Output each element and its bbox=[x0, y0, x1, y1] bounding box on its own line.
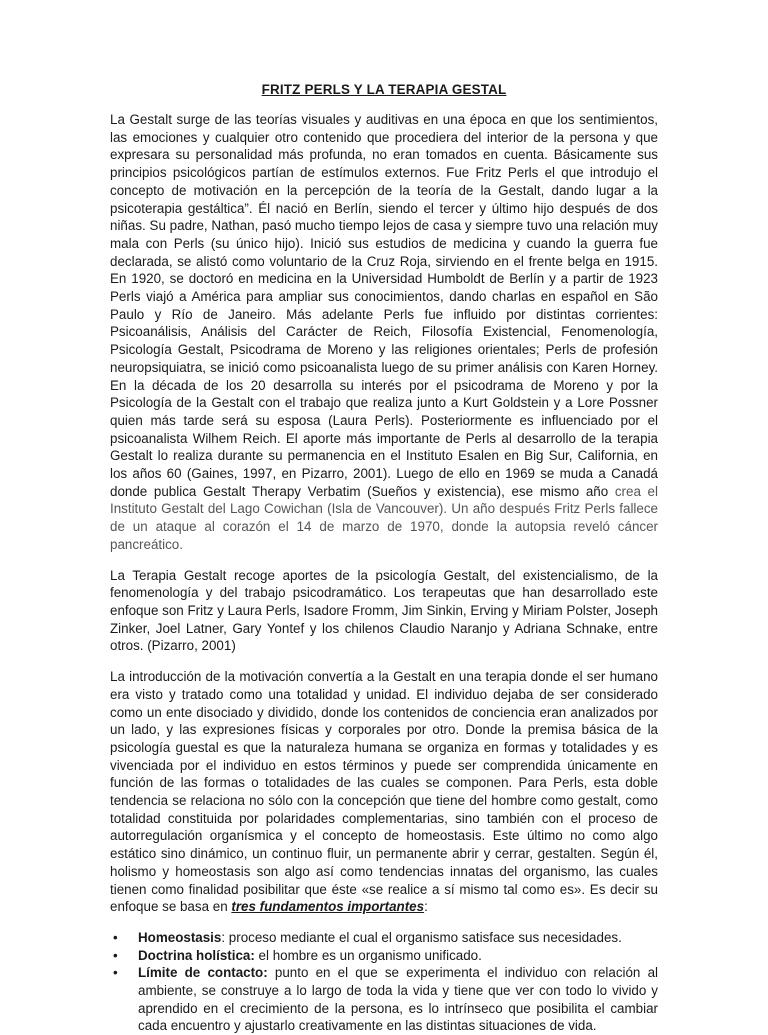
paragraph-biography-gray-text: crea el Instituto Gestalt del Lago Cowichan (Isla de Vancouver). Un año después Fritz Perls fallece de un ataque al corazón el 14 de marzo de 1970, donde la autopsia reveló cáncer pancreático. bbox=[110, 483, 658, 552]
bullet-marker: • bbox=[113, 929, 118, 945]
paragraph-motivation bbox=[110, 668, 658, 916]
paragraph-motivation-text: La introducción de la motivación convertía a la Gestalt en una terapia donde el ser humano era visto y tratado como una totalidad y unidad. El individuo dejaba de ser considerado como un ente disociado y dividido, donde los contenidos de conciencia eran analizados por un lado, y las expresiones físicas y corporales por otro. Donde la premisa básica de la psicología guestal es que la naturaleza humana se organiza en formas y totalidades y es vivenciada por el individuo en estos términos y puede ser comprendida únicamente en función de las formas o totalidades de las cuales se componen. Para Perls, esta doble tendencia se relaciona no sólo con la concepción que tiene del hombre como gestalt, como totalidad constituida por polaridades complementarias, sino también con el proceso de autorregulación organísmica y el concepto de homeostasis. Este último no como algo estático sino dinámico, un continuo fluir, un permanente abrir y cerrar, gestalten. Según él, holismo y homeostasis son algo así como tendencias innatas del organismo, las cuales tienen como finalidad posibilitar que éste «se realice a sí mismo tal como es». Es decir su enfoque se basa en bbox=[110, 669, 658, 915]
list-item-text: punto en el que se experimenta el individuo con relación al ambiente, se construye a lo largo de toda la vida y tiene que ver con todo lo vivido y aprendido en el crecimiento de la persona, es lo intrínseco que posibilita el cambiar cada encuentro y ajustarlo creativamente en las distintas situaciones de vida. bbox=[138, 965, 658, 1034]
list-item bbox=[110, 947, 658, 965]
bullet-marker: • bbox=[113, 947, 118, 963]
list-item-term: Doctrina holística: bbox=[138, 947, 255, 963]
list-item-term: Homeostasis bbox=[138, 929, 222, 945]
emphasis-fundamentos: tres fundamentos importantes bbox=[231, 899, 425, 915]
list-item-term: Límite de contacto: bbox=[138, 965, 268, 981]
document-title: FRITZ PERLS Y LA TERAPIA GESTAL bbox=[261, 82, 507, 97]
list-item-text: el hombre es un organismo unificado. bbox=[254, 947, 482, 963]
list-item-text: : proceso mediante el cual el organismo satisface sus necesidades. bbox=[221, 929, 622, 945]
list-item bbox=[110, 964, 658, 1035]
paragraph-biography bbox=[110, 111, 658, 554]
list-item bbox=[110, 929, 658, 947]
paragraph-influences: La Terapia Gestalt recoge aportes de la psicología Gestalt, del existencialismo, de la fenomenología y del trabajo psicodramático. Los terapeutas que han desarrollado este enfoque son Fritz y Laura Perls, Isadore Fromm, Jim Sinkin, Erving y Miriam Polster, Joseph Zinker, Joel Latner, Gary Yontef y los chilenos Claudio Naranjo y Adriana Schnake, entre otros. (Pizarro, 2001) bbox=[110, 567, 658, 654]
paragraph-biography-text: La Gestalt surge de las teorías visuales y auditivas en una época en que los sentimientos, las emociones y cualquier otro contenido que procediera del interior de la persona y que expresara su personalidad más profunda, no eran tomados en cuenta. Básicamente sus principios psicológicos partían de estímulos externos. Fue Fritz Perls el que introdujo el concepto de motivación en la percepción de la teoría de la Gestalt, dando lugar a la psicoterapia gestáltica”. Él nació en Berlín, siendo el tercer y último hijo después de dos niñas. Su padre, Nathan, pasó mucho tiempo lejos de casa y siempre tuvo una relación muy mala con Perls (su único hijo). Inició sus estudios de medicina y cuando la guerra fue declarada, se alistó como voluntario de la Cruz Roja, sirviendo en el frente belga en 1915. En 1920, se doctoró en medicina en la Universidad Humboldt de Berlín y a partir de 1923 Perls viajó a América para ampliar sus conocimientos, dando charlas en español en São Paulo y Río de Janeiro. Más adelante Perls fue influido por distintas corrientes: Psicoanálisis, Análisis del Carácter de Reich, Filosofía Existencial, Fenomenología, Psicología Gestalt, Psicodrama de Moreno y las religiones orientales; Perls de profesión neuropsiquiatra, se inició como psicoanalista luego de su primer análisis con Karen Horney. En la década de los 20 desarrolla su interés por el psicodrama de Moreno y por la Psicología de la Gestalt con el trabajo que realiza junto a Kurt Goldstein y a Lore Possner quien más tarde será su esposa (Laura Perls). Posteriormente es influenciado por el psicoanalista Wilhem Reich. El aporte más importante de Perls al desarrollo de la terapia Gestalt lo realiza durante su permanencia en el Instituto Esalen en Big Sur, California, en los años 60 (Gaines, 1997, en Pizarro, 2001). Luego de ello en 1969 se muda a Canadá donde publica Gestalt Therapy Verbatim (Sueños y existencia), ese mismo año bbox=[110, 112, 658, 499]
fundamentos-list bbox=[110, 929, 658, 1035]
bullet-marker: • bbox=[113, 965, 118, 981]
paragraph-motivation-end: : bbox=[424, 899, 428, 915]
